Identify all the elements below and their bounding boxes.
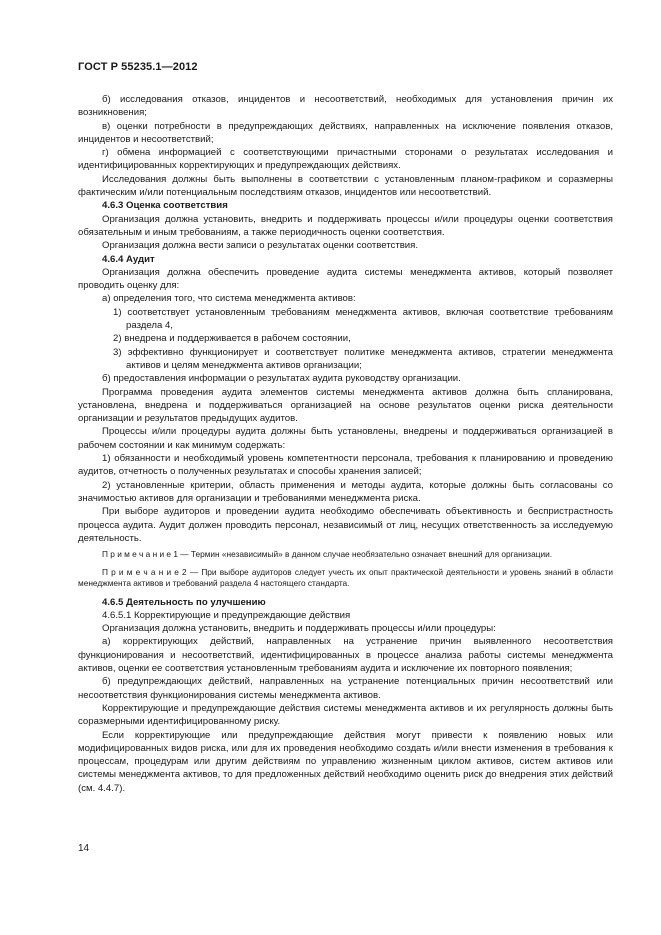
paragraph: Корректирующие и предупреждающие действия системы менеджмента активов и их регулярность должны быть соразмерными идентифицированному риску. — [78, 702, 613, 728]
paragraph: Исследования должны быть выполнены в соответствии с установленным планом-графиком и соразмерны фактическим и/или потенциальным последствиям отказов, инцидентов или несоответствий. — [78, 173, 613, 199]
paragraph: Процессы и/или процедуры аудита должны быть установлены, внедрены и поддерживаться организацией в рабочем состоянии и как минимум содержать: — [78, 426, 613, 451]
document-body — [78, 93, 613, 795]
section-heading: 4.6.5 Деятельность по улучшению — [102, 596, 266, 608]
note: П р и м е ч а н и е 2 — При выборе аудиторов следует учесть их опыт практической деятельности и уровень знаний в области менеджмента активов и требований раздела 4 настоящего стандарта. — [78, 566, 613, 589]
subsection-heading: 4.6.5.1 Корректирующие и предупреждающие действия — [102, 609, 351, 621]
page-number: 14 — [78, 843, 90, 854]
paragraph: Организация должна вести записи о результатах оценки соответствия. — [102, 240, 419, 252]
list-item: а) определения того, что система менеджмента активов: — [102, 293, 356, 305]
section-heading: 4.6.3 Оценка соответствия — [102, 200, 228, 212]
list-item: а) корректирующих действий, направленных на устранение причин выявленного несоответствия функционирования и несоответствий, идентифицированных в процессе анализа работы системы менеджмента активов, оценки ее соответствия установленным требованиям аудита и исключение их повторного появления; — [78, 636, 613, 675]
paragraph: Организация должна установить, внедрить и поддерживать процессы и/или процедуры оценки соответствия обязательным и иным требованиям, а также периодичность оценки соответствия. — [78, 213, 613, 238]
document-header: ГОСТ Р 55235.1—2012 — [78, 61, 198, 73]
section-heading: 4.6.4 Аудит — [102, 253, 155, 265]
note: П р и м е ч а н и е 1 — Термин «независимый» в данном случае необязательно означает внешний для организации. — [102, 549, 553, 560]
list-item: 2) установленные критерии, область применения и методы аудита, которые должны быть согласованы со значимостью активов для организации и требованиями менеджмента риска. — [78, 479, 613, 504]
list-item: в) оценки потребности в предупреждающих действиях, направленных на исключение появления отказов, инцидентов и несоответствий; — [78, 120, 613, 145]
paragraph: Организация должна установить, внедрить и поддерживать процессы и/или процедуры: — [102, 623, 496, 635]
paragraph: Программа проведения аудита элементов системы менеджмента активов должна быть спланирована, установлена, внедрена и поддерживаться организацией на основе результатов оценки риска деятельности организации и результатов предыдущих аудитов. — [78, 386, 613, 425]
list-item: г) обмена информацией с соответствующими причастными сторонами о результатах исследования и идентифицированных корректирующих и предупреждающих действиях. — [78, 147, 613, 172]
paragraph: При выборе аудиторов и проведении аудита необходимо обеспечивать объективность и беспристрастность процесса аудита. Аудит должен проводить персонал, независимый от лиц, несущих ответственность за исследуемую деятельность. — [78, 506, 613, 544]
list-item: 1) обязанности и необходимый уровень компетентности персонала, требования к планированию и проведению аудитов, отчетность о полученных результатах и способы хранения записей; — [78, 453, 613, 478]
list-item: 3) эффективно функционирует и соответствует политике менеджмента активов, стратегии менеджмента активов и целям менеджмента активов организации; — [113, 346, 613, 371]
paragraph: Если корректирующие или предупреждающие действия могут привести к появлению новых или модифицированных видов риска, или для их проведения необходимо создать и/или внести изменения в требования к процессам, процедурам или другим действиям по управлению жизненным циклом активов, систем активов или системы менеджмента активов, то для предложенных действий необходимо оценить риск до внедрения этих действий (см. 4.4.7). — [78, 729, 613, 794]
list-item: б) предупреждающих действий, направленных на устранение потенциальных причин несоответствий или несоответствия функционирования системы менеджмента активов. — [78, 676, 613, 701]
paragraph: Организация должна обеспечить проведение аудита системы менеджмента активов, который позволяет проводить оценку для: — [78, 266, 613, 292]
list-item: 2) внедрена и поддерживается в рабочем состоянии, — [113, 333, 351, 345]
list-item: б) исследования отказов, инцидентов и несоответствий, необходимых для установления причин их возникновения; — [78, 94, 613, 119]
list-item: б) предоставления информации о результатах аудита руководству организации. — [102, 373, 461, 385]
list-item: 1) соответствует установленным требованиям менеджмента активов, включая соответствие требованиям раздела 4, — [113, 306, 613, 332]
